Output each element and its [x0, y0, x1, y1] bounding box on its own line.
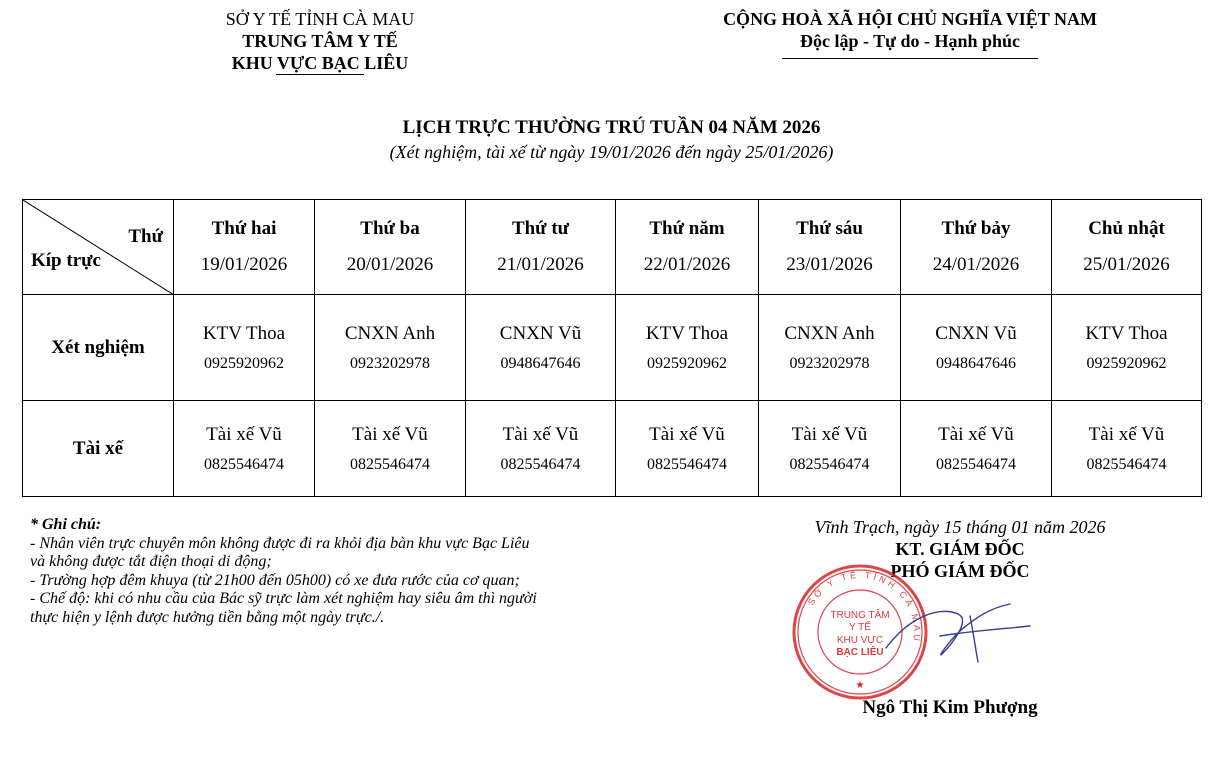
national-motto: Độc lập - Tự do - Hạnh phúc — [799, 31, 1021, 51]
agency-line-3: KHU VỰC BẠC LIÊU — [231, 53, 409, 73]
staff-phone: 0925920962 — [647, 354, 727, 372]
staff-phone: 0825546474 — [500, 455, 581, 473]
staff-phone: 0923202978 — [789, 354, 870, 372]
agency-header — [170, 8, 470, 74]
schedule-cell — [1052, 401, 1202, 497]
notes-title: * Ghi chú: — [30, 516, 102, 533]
staff-name: KTV Thoa — [202, 322, 286, 344]
staff-phone: 0825546474 — [647, 455, 727, 473]
seal-line-2: Y TẾ — [849, 622, 871, 633]
seal-line-4: BẠC LIÊU — [836, 647, 884, 658]
schedule-cell — [901, 295, 1052, 401]
day-header — [174, 200, 315, 295]
schedule-cell — [315, 401, 466, 497]
day-name: Chủ nhật — [1088, 218, 1165, 239]
day-date: 19/01/2026 — [200, 254, 288, 275]
agency-line-2: TRUNG TÂM Y TẾ — [242, 31, 398, 51]
day-date: 22/01/2026 — [643, 254, 731, 275]
day-header — [901, 200, 1052, 295]
day-name: Thứ bảy — [941, 218, 1011, 239]
day-date: 20/01/2026 — [346, 254, 434, 275]
seal-line-1: TRUNG TÂM — [830, 610, 890, 621]
motto-underline — [782, 58, 1038, 59]
staff-name: CNXN Anh — [344, 322, 436, 344]
staff-phone: 0925920962 — [1086, 354, 1167, 372]
staff-name: Tài xế Vũ — [206, 423, 282, 445]
staff-name: Tài xế Vũ — [352, 423, 428, 445]
day-header — [1052, 200, 1202, 295]
day-name: Thứ ba — [360, 218, 420, 239]
staff-phone: 0825546474 — [1086, 455, 1167, 473]
table-corner-cell — [23, 200, 174, 295]
schedule-cell — [616, 295, 759, 401]
staff-phone: 0948647646 — [500, 354, 581, 372]
notes-block — [30, 516, 630, 627]
schedule-cell — [616, 401, 759, 497]
schedule-cell — [466, 401, 616, 497]
schedule-cell — [901, 401, 1052, 497]
seal-star-icon: ★ — [855, 680, 865, 691]
row-label-driver: Tài xế — [23, 401, 174, 497]
day-header — [315, 200, 466, 295]
day-name: Thứ tư — [511, 218, 570, 239]
note-line: thực hiện y lệnh được hưởng tiền bằng một ngày trực./. — [30, 608, 385, 626]
day-header — [759, 200, 901, 295]
staff-name: KTV Thoa — [1085, 322, 1168, 344]
day-header — [616, 200, 759, 295]
staff-phone: 0825546474 — [789, 455, 870, 473]
note-line: và không được tắt điện thoại di động; — [30, 553, 272, 570]
agency-underline — [276, 74, 364, 75]
seal-ring-text: SỞ Y TẾ TỈNH CÀ MAU — [805, 569, 923, 645]
day-date: 25/01/2026 — [1083, 254, 1170, 275]
schedule-cell — [174, 401, 315, 497]
row-label-lab: Xét nghiệm — [23, 295, 174, 401]
schedule-cell — [759, 401, 901, 497]
schedule-table — [22, 199, 1202, 497]
schedule-cell — [315, 295, 466, 401]
staff-phone: 0825546474 — [936, 455, 1016, 473]
seal-line-3: KHU VỰC — [836, 635, 884, 646]
day-date: 24/01/2026 — [932, 254, 1020, 275]
staff-name: Tài xế Vũ — [1088, 423, 1165, 445]
staff-phone: 0825546474 — [350, 455, 430, 473]
staff-name: KTV Thoa — [645, 322, 729, 344]
staff-name: Tài xế Vũ — [791, 423, 868, 445]
day-date: 21/01/2026 — [497, 254, 584, 275]
agency-line-1: SỞ Y TẾ TỈNH CÀ MAU — [225, 9, 415, 29]
signer-role-1: KT. GIÁM ĐỐC — [895, 539, 1025, 559]
staff-name: CNXN Vũ — [935, 322, 1017, 344]
day-name: Thứ hai — [211, 218, 277, 239]
signer-role-2: PHÓ GIÁM ĐỐC — [890, 561, 1030, 581]
signer-name: Ngô Thị Kim Phượng — [862, 697, 1038, 718]
staff-name: CNXN Vũ — [499, 322, 582, 344]
handwritten-signature — [880, 596, 1040, 666]
staff-name: Tài xế Vũ — [502, 423, 579, 445]
table-row-lab — [23, 295, 1202, 401]
note-line: - Nhân viên trực chuyên môn không được đi ra khỏi địa bàn khu vực Bạc Liêu — [30, 534, 530, 552]
staff-name: Tài xế Vũ — [938, 423, 1014, 445]
schedule-cell — [466, 295, 616, 401]
schedule-cell — [174, 295, 315, 401]
staff-phone: 0825546474 — [204, 455, 284, 473]
day-name: Thứ sáu — [796, 218, 863, 239]
staff-phone: 0925920962 — [204, 354, 284, 372]
staff-phone: 0948647646 — [936, 354, 1016, 372]
schedule-cell — [1052, 295, 1202, 401]
corner-label-shift: Kíp trực — [31, 250, 101, 271]
staff-phone: 0923202978 — [350, 354, 430, 372]
table-header-row — [23, 200, 1202, 295]
staff-name: CNXN Anh — [784, 322, 875, 344]
corner-label-day: Thứ — [128, 226, 163, 247]
document-subtitle: (Xét nghiệm, tài xế từ ngày 19/01/2026 đến ngày 25/01/2026) — [389, 142, 834, 162]
document-title: LỊCH TRỰC THƯỜNG TRÚ TUẦN 04 NĂM 2026 — [402, 117, 821, 138]
place-date: Vĩnh Trạch, ngày 15 tháng 01 năm 2026 — [814, 517, 1106, 537]
staff-name: Tài xế Vũ — [649, 423, 725, 445]
note-line: - Chế độ: khi có nhu cầu của Bác sỹ trực làm xét nghiệm hay siêu âm thì người — [30, 590, 537, 607]
schedule-cell — [759, 295, 901, 401]
day-name: Thứ năm — [649, 218, 725, 239]
note-line: - Trường hợp đêm khuya (từ 21h00 đến 05h00) có xe đưa rước của cơ quan; — [30, 571, 520, 589]
day-header — [466, 200, 616, 295]
national-header — [660, 8, 1160, 52]
table-row-driver — [23, 401, 1202, 497]
national-title: CỘNG HOÀ XÃ HỘI CHỦ NGHĨA VIỆT NAM — [723, 9, 1097, 29]
day-date: 23/01/2026 — [786, 254, 873, 275]
